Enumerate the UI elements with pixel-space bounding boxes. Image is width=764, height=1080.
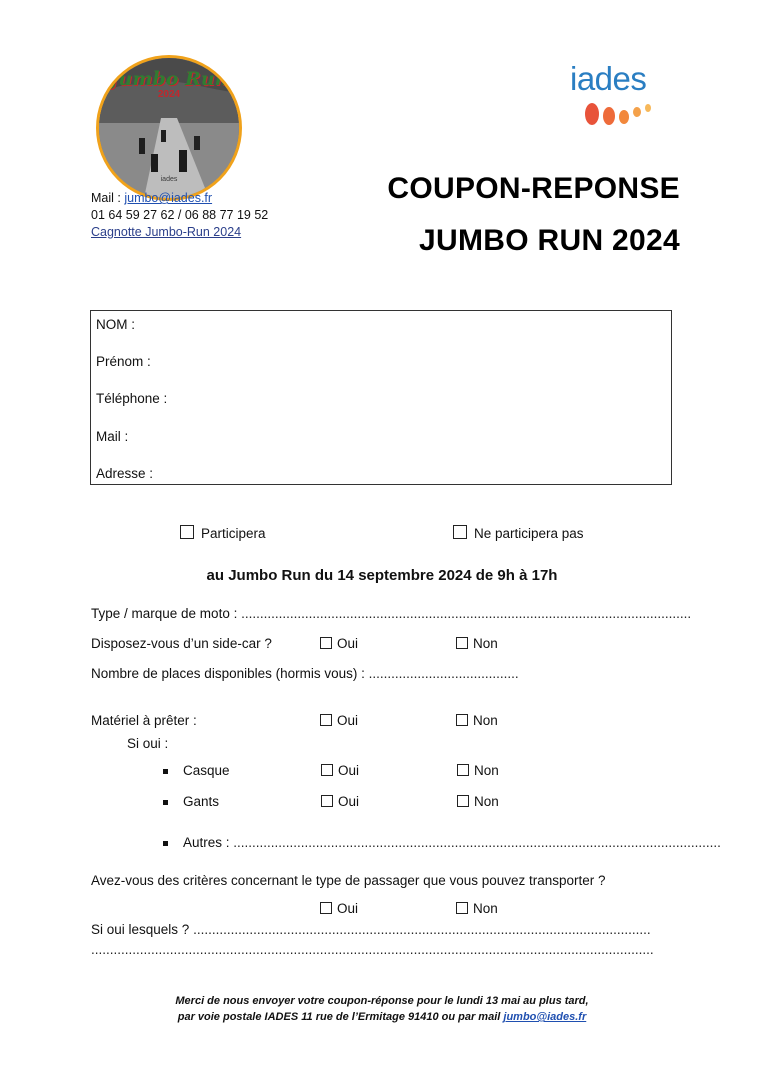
materiel-oui-option[interactable] [320, 713, 358, 728]
telephone-field-label[interactable]: Téléphone : [96, 391, 168, 406]
non-label: Non [473, 713, 498, 728]
oui-label: Oui [338, 794, 360, 809]
footer-line2 [0, 1009, 764, 1025]
nom-field-label[interactable]: NOM : [96, 317, 135, 332]
ne-participera-pas-checkbox[interactable] [453, 525, 467, 539]
logo-title: Jumbo Run [109, 68, 229, 90]
iades-dots-icon [582, 100, 662, 128]
mail-field-label[interactable]: Mail : [96, 429, 129, 444]
participera-label: Participera [201, 526, 266, 541]
participera-checkbox[interactable] [180, 525, 194, 539]
si-oui-label: Si oui : [127, 736, 169, 751]
page-title-line1: COUPON-REPONSE [387, 172, 680, 205]
casque-oui-option[interactable] [321, 763, 359, 778]
materiel-non-checkbox[interactable] [456, 714, 468, 726]
gants-oui-checkbox[interactable] [321, 795, 333, 807]
places-dotted-field[interactable]: ........................................ [368, 666, 519, 681]
identity-box [90, 310, 672, 485]
extra-dotted-field[interactable]: ...................................................................................................................................................... [91, 942, 654, 957]
gants-non-checkbox[interactable] [457, 795, 469, 807]
autres-dotted-field[interactable]: .................................................................................................................................. [233, 835, 721, 850]
footer-address: par voie postale IADES 11 rue de l’Ermitage 91410 ou par mail [177, 1011, 504, 1023]
criteres-question: Avez-vous des critères concernant le type de passager que vous pouvez transporter ? [91, 873, 606, 888]
materiel-oui-checkbox[interactable] [320, 714, 332, 726]
contact-phones: 01 64 59 27 62 / 06 88 77 19 52 [91, 208, 269, 222]
non-label: Non [474, 763, 499, 778]
moto-label: Type / marque de moto : [91, 606, 242, 621]
autres-label: Autres : [183, 835, 234, 850]
places-question[interactable] [91, 666, 519, 681]
mail-label: Mail : [91, 191, 125, 205]
logo-year: 2024 [157, 89, 181, 100]
non-label: Non [473, 636, 498, 651]
gants-label: Gants [183, 794, 220, 809]
contact-mail-link[interactable]: jumbo@iades.fr [124, 191, 213, 205]
iades-wordmark: iades [570, 60, 647, 97]
moto-question[interactable] [91, 606, 692, 621]
bullet-icon [163, 769, 168, 774]
page-title-line2: JUMBO RUN 2024 [419, 224, 680, 257]
oui-label: Oui [338, 763, 360, 778]
gants-non-option[interactable] [457, 794, 499, 809]
criteres-oui-checkbox[interactable] [320, 902, 332, 914]
non-label: Non [474, 794, 499, 809]
materiel-label: Matériel à prêter : [91, 713, 197, 728]
places-label: Nombre de places disponibles (hormis vous) : [91, 666, 369, 681]
bullet-icon [163, 800, 168, 805]
sidecar-non-option[interactable] [456, 636, 498, 651]
footer-line1: Merci de nous envoyer votre coupon-réponse pour le lundi 13 mai au plus tard, [175, 995, 589, 1007]
adresse-field-label[interactable]: Adresse : [96, 466, 154, 481]
sidecar-non-checkbox[interactable] [456, 637, 468, 649]
bullet-icon [163, 841, 168, 846]
oui-label: Oui [337, 636, 359, 651]
iades-logo [570, 60, 680, 130]
oui-label: Oui [337, 901, 359, 916]
jumbo-run-logo [96, 55, 242, 201]
casque-non-option[interactable] [457, 763, 499, 778]
gants-oui-option[interactable] [321, 794, 359, 809]
ne-participera-pas-label: Ne participera pas [474, 526, 584, 541]
contact-mail-line [91, 190, 268, 207]
criteres-non-option[interactable] [456, 901, 498, 916]
criteres-oui-option[interactable] [320, 901, 358, 916]
ne-participera-pas-option[interactable] [453, 525, 584, 541]
moto-dotted-field[interactable]: ........................................................................................................................ [241, 606, 692, 621]
logo-mini-mark: iades [160, 176, 178, 183]
event-date-line: au Jumbo Run du 14 septembre 2024 de 9h à 17h [206, 567, 558, 584]
sidecar-oui-checkbox[interactable] [320, 637, 332, 649]
lesquels-dotted-field[interactable]: .......................................................................................................................... [193, 922, 651, 937]
casque-oui-checkbox[interactable] [321, 764, 333, 776]
materiel-non-option[interactable] [456, 713, 498, 728]
casque-non-checkbox[interactable] [457, 764, 469, 776]
criteres-non-checkbox[interactable] [456, 902, 468, 914]
autres-question[interactable] [183, 835, 721, 850]
participera-option[interactable] [180, 525, 266, 541]
contact-block [91, 190, 268, 241]
casque-label: Casque [183, 763, 230, 778]
non-label: Non [473, 901, 498, 916]
lesquels-question[interactable] [91, 922, 671, 937]
sidecar-label: Disposez-vous d’un side-car ? [91, 636, 272, 651]
lesquels-label: Si oui lesquels ? [91, 922, 194, 937]
cagnotte-link[interactable]: Cagnotte Jumbo-Run 2024 [91, 225, 242, 239]
footer-mail-link[interactable]: jumbo@iades.fr [503, 1011, 587, 1023]
prenom-field-label[interactable]: Prénom : [96, 354, 151, 369]
oui-label: Oui [337, 713, 359, 728]
sidecar-oui-option[interactable] [320, 636, 358, 651]
